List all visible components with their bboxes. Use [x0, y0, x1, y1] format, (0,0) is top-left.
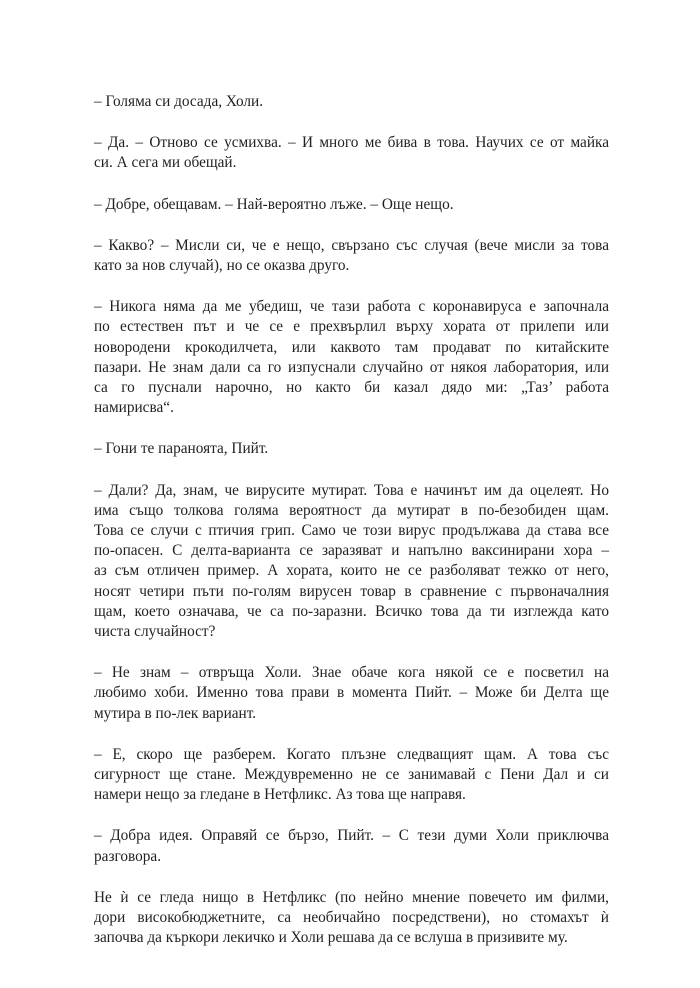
text-line: – Какво? – Мисли си, че е нещо, свързано със случая (вече мисли за това: [94, 236, 609, 254]
text-line: – Е, скоро ще разберем. Когато плъзне следващият щам. А това със: [94, 745, 609, 763]
text-line: Това се случи с птичия грип. Само че този вирус продължава да става все: [94, 522, 609, 540]
text-line: любимо хоби. Именно това прави в момента Пийт. – Може би Делта ще: [94, 684, 609, 702]
text-line: – Никога няма да ме убедиш, че тази работа с коронавируса е започнала: [94, 298, 609, 316]
paragraph: [94, 745, 609, 806]
text-line: намери нещо за гледане в Нетфликс. Аз това ще направя.: [94, 786, 466, 804]
paragraph: [94, 663, 609, 724]
text-line: новородени крокодилчета, или каквото там продават по китайските: [94, 338, 609, 356]
text-line: започва да къркори лекичко и Холи решава да се вслуша в призивите му.: [94, 929, 568, 947]
paragraph: [94, 888, 609, 949]
text-line: по естествен път и че се е прехвърлил върху хората от прилепи или: [94, 318, 609, 336]
paragraph: [94, 133, 609, 173]
text-line: мутира в по-лек вариант.: [94, 704, 257, 722]
text-line: – Да. – Отново се усмихва. – И много ме бива в това. Научих се от майка: [94, 134, 609, 152]
paragraph: [94, 297, 609, 418]
text-line: сигурност ще стане. Междувременно не се занимавай с Пени Дал и си: [94, 766, 609, 784]
text-line: – Не знам – отвръща Холи. Знае обаче кога някой се е посветил на: [94, 664, 609, 682]
text-line: – Добре, обещавам. – Най-вероятно лъже. – Още нещо.: [94, 195, 454, 213]
paragraph: [94, 481, 609, 643]
text-line: си. А сега ми обещай.: [94, 154, 237, 172]
paragraph: [94, 236, 609, 276]
paragraph: [94, 92, 609, 112]
text-line: като за нов случай), но се оказва друго.: [94, 257, 350, 275]
text-line: пазари. Не знам дали са го изпуснали случайно от някоя лаборатория, или: [94, 358, 609, 376]
paragraph: [94, 439, 609, 459]
text-line: носят четири пъти по-голям вирусен товар в сравнение с първоначалния: [94, 582, 609, 600]
text-line: – Голяма си досада, Холи.: [94, 93, 264, 110]
text-line: – Дали? Да, знам, че вирусите мутират. Това е начинът им да оцелеят. Но: [94, 481, 609, 499]
text-line: намирисва“.: [94, 399, 174, 417]
text-line: разговора.: [94, 847, 162, 865]
text-line: аз съм отличен пример. А хората, които не се разболяват тежко от него,: [94, 562, 609, 580]
paragraph: [94, 826, 609, 866]
text-line: по-опасен. С делта-варианта се заразяват и напълно ваксинирани хора –: [94, 542, 609, 560]
text-line: – Гони те параноята, Пийт.: [94, 440, 269, 458]
text-line: има също толкова голяма вероятност да мутират в по-безобиден щам.: [94, 501, 609, 519]
body-text: [94, 92, 609, 949]
text-line: са го пуснали нарочно, но както би казал дядо ми: „Таз’ работа: [94, 379, 609, 397]
paragraph: [94, 195, 609, 215]
text-line: дори високобюджетните, са необичайно посредствени), но стомахът ѝ: [94, 909, 609, 927]
text-line: – Добра идея. Оправяй се бързо, Пийт. – С тези думи Холи приключва: [94, 827, 609, 845]
text-line: Не ѝ се гледа нищо в Нетфликс (по нейно мнение повечето им филми,: [94, 888, 609, 906]
text-line: чиста случайност?: [94, 623, 216, 641]
text-line: щам, което означава, че са по-заразни. Всичко това да ти изглежда като: [94, 602, 609, 620]
